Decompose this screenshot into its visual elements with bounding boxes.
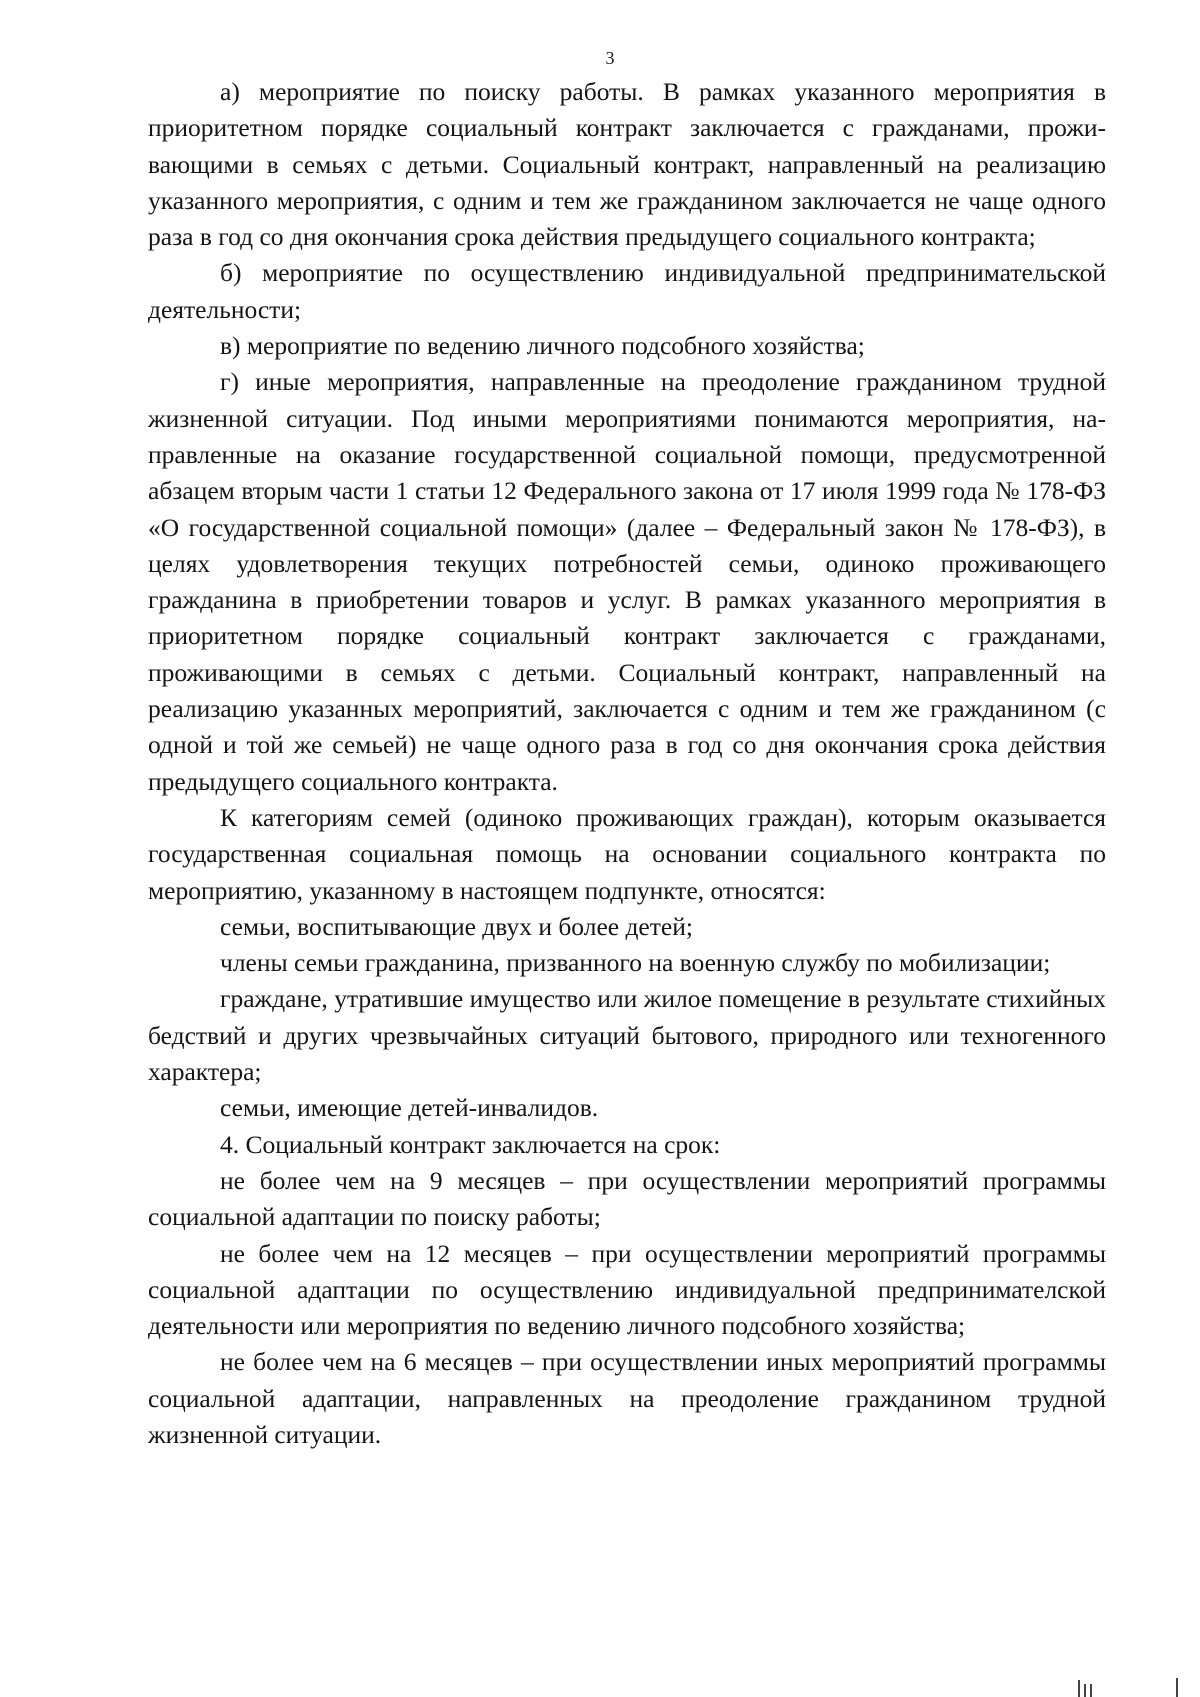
paragraph-entrepreneurship: б) мероприятие по осуществлению индивидуальной предпринимательской деятельности;: [148, 258, 1106, 324]
paragraph-job-search: а) мероприятие по поиску работы. В рамках указанного мероприятия в приоритетном порядке социальный контракт заключается с гражданами, проживающими в семьях с детьми. Социальный контракт, направленный на реализацию указанного мероприятия, с одним и тем же гражданином заключается не чаще одного раза в год со дня окончания срока действия предыдущего социального контракта;: [148, 77, 1106, 252]
scan-artifact-mark: [1090, 1684, 1092, 1697]
paragraph-two-children: семьи, воспитывающие двух и более детей;: [220, 911, 693, 941]
document-body: [148, 74, 1106, 1453]
scan-artifact-mark: [1176, 1678, 1178, 1697]
paragraph-other-measures: г) иные мероприятия, направленные на преодоление гражданином трудной жизненной ситуации. Под иными мероприятиями понимаются мероприятия, направленные на оказание государственной социальной помощи, предусмотренной абзацем вторым части 1 статьи 12 Федерального закона от 17 июля 1999 года № 178-ФЗ «О государственной социальной помощи» (далее – Федеральный закон № 178-ФЗ), в целях удовлетворения текущих потребностей семьи, одиноко проживающего гражданина в приобретении товаров и услуг. В рамках указанного мероприятия в приоритетном порядке социальный контракт заключается с гражданами, проживающими в семьях с детьми. Социальный контракт, направленный на реализацию указанных мероприятий, заключается с одним и тем же гражданином (с одной и той же семьей) не чаще одного раза в год со дня окончания срока действия предыдущего социального контракта.: [148, 367, 1106, 796]
paragraph-mobilized: члены семьи гражданина, призванного на военную службу по мобилизации;: [220, 948, 1051, 978]
paragraph-disabled-children: семьи, имеющие детей-инвалидов.: [220, 1093, 599, 1123]
paragraph-term-6-months: не более чем на 6 месяцев – при осуществлении иных мероприятий программы социальной адаптации, направленных на преодоление гражданином трудной жизненной ситуации.: [148, 1347, 1106, 1449]
paragraph-household: в) мероприятие по ведению личного подсобного хозяйства;: [220, 331, 865, 361]
paragraph-contract-term: 4. Социальный контракт заключается на срок:: [220, 1129, 721, 1159]
paragraph-term-9-months: не более чем на 9 месяцев – при осуществлении мероприятий программы социальной адаптации по поиску работы;: [148, 1165, 1106, 1232]
paragraph-family-categories: К категориям семей (одиноко проживающих граждан), которым оказывается государственная социальная помощь на основании социального контракта по мероприятию, указанному в настоящем подпункте, относятся:: [148, 802, 1106, 905]
paragraph-term-12-months: не более чем на 12 месяцев – при осуществлении мероприятий программы социальной адаптации по осуществлению индивидуальной предпринимателской деятельности или мероприятия по ведению личного подсобного хозяйства;: [148, 1238, 1106, 1341]
page-number: 3: [605, 48, 615, 68]
paragraph-disaster: граждане, утратившие имущество или жилое помещение в результате стихийных бедствий и других чрезвычайных ситуаций бытового, природного или техногенного характера;: [148, 984, 1106, 1087]
scan-artifact-mark: [1078, 1680, 1080, 1697]
scan-artifact-mark: [1084, 1684, 1086, 1697]
